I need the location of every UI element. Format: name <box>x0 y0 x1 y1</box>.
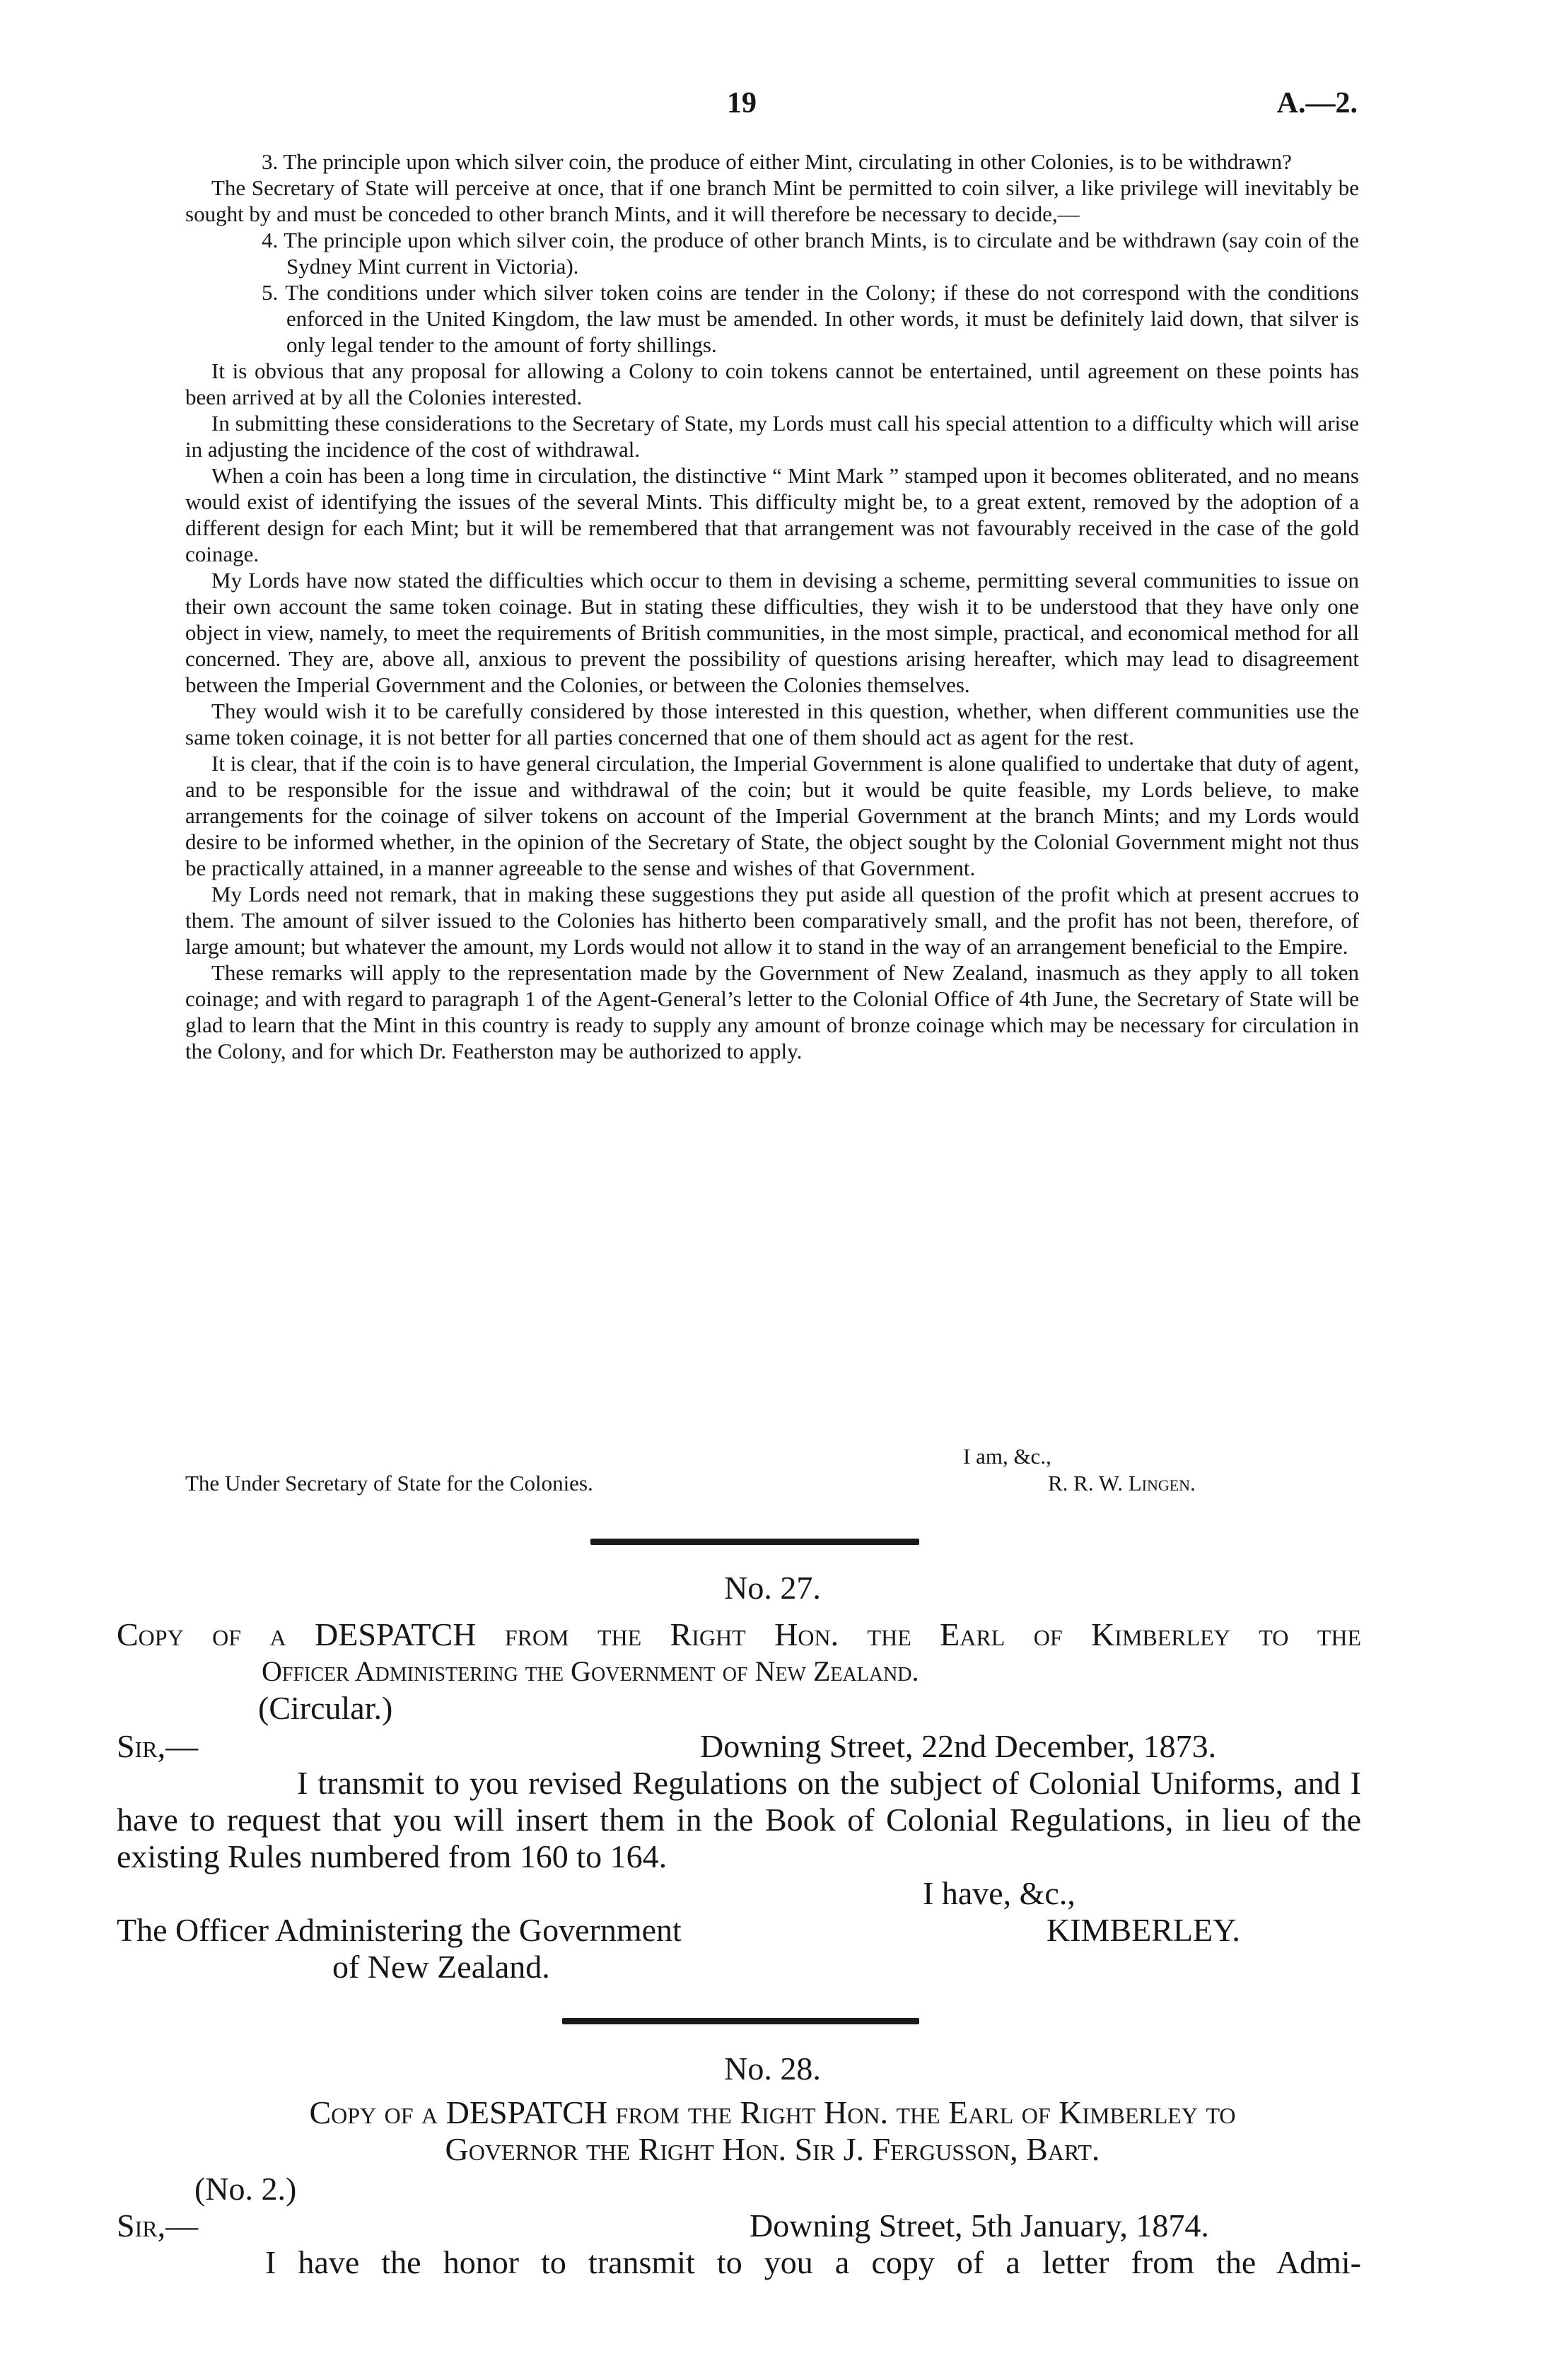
paragraph: When a coin has been a long time in circulation, the distinctive “ Mint Mark ” stamped upon it becomes obliterated, and no means would exist of identifying the issues of the several Mints. This difficulty might be, to a great extent, removed by the adoption of a different design for each Mint; but it will be remembered that that arrangement was not favourably received in the case of the gold coinage. <box>185 463 1359 566</box>
despatch-number: No. 28. <box>724 2051 821 2087</box>
paragraph: I transmit to you revised Regulations on the subject of Colonial Uniforms, and I have to request that you will insert them in the Book of Colonial Regulations, in lieu of the existing Rules numbered from 160 to 164. <box>117 1765 1361 1874</box>
paragraph: 4. The principle upon which silver coin, the produce of other branch Mints, is to circulate and be withdrawn (say coin of the Sydney Mint current in Victoria). <box>262 228 1359 279</box>
section-divider <box>562 2018 919 2024</box>
letter-closing <box>185 1444 1359 1470</box>
paragraph: These remarks will apply to the representation made by the Government of New Zealand, inasmuch as they apply to all token coinage; and with regard to paragraph 1 of the Agent-General’s letter to the Colonial Office of 4th June, the Secretary of State will be glad to learn that the Mint in this country is ready to supply any amount of bronze coinage which may be necessary for circulation in the Colony, and for which Dr. Featherston may be authorized to apply. <box>185 960 1359 1063</box>
paragraph: I have the honor to transmit to you a copy of a letter from the Admi- <box>265 2244 1361 2280</box>
closing-text: I am, &c., <box>963 1444 1051 1469</box>
signature-row <box>185 1471 1359 1497</box>
paragraph: In submitting these considerations to the Secretary of State, my Lords must call his special attention to a difficulty which will arise in adjusting the incidence of the cost of withdrawal. <box>185 411 1359 462</box>
paragraph: 5. The conditions under which silver token coins are tender in the Colony; if these do not correspond with the conditions enforced in the United Kingdom, the law must be amended. In other words, it must be definitely laid down, that silver is only legal tender to the amount of forty shillings. <box>262 280 1359 357</box>
despatch-body <box>117 1765 1361 1875</box>
despatch-date: Downing Street, 5th January, 1874. <box>750 2207 1209 2244</box>
addressee: The Officer Administering the Government <box>117 1912 682 1948</box>
paragraph: It is clear, that if the coin is to have general circulation, the Imperial Government is alone qualified to undertake that duty of agent, and to be responsible for the issue and withdrawal of the coin; but it would be quite feasible, my Lords believe, to make arrangements for the coinage of silver tokens on account of the Imperial Government at the branch Mints; and my Lords would desire to be informed whether, in the opinion of the Secretary of State, the object sought by the Colonial Government might not thus be practically attained, in a manner agreeable to the sense and wishes of that Government. <box>185 751 1359 880</box>
signature: KIMBERLEY. <box>1046 1912 1240 1948</box>
letter-body <box>185 148 1359 1064</box>
despatch-body <box>117 2244 1361 2281</box>
addressee: The Under Secretary of State for the Colonies. <box>185 1471 593 1495</box>
paragraph: They would wish it to be carefully considered by those interested in this question, whether, when different communities use the same token coinage, it is not better for all parties concerned that one of them should act as agent for the rest. <box>185 699 1359 749</box>
despatch-title: Copy of a DESPATCH from the Right Hon. the Earl of Kimberley to <box>309 2094 1236 2130</box>
addressee-line2: of New Zealand. <box>332 1949 550 1985</box>
document-reference: A.—2. <box>1276 87 1358 119</box>
paragraph: It is obvious that any proposal for allowing a Colony to coin tokens cannot be entertained, until agreement on these points has been arrived at by all the Colonies interested. <box>185 358 1359 409</box>
paragraph: My Lords have now stated the difficulties which occur to them in devising a scheme, permitting several communities to issue on their own account the same token coinage. But in stating these difficulties, they wish it to be understood that they have only one object in view, namely, to meet the requirements of British communities, in the most simple, practical, and economical method for all concerned. They are, above all, anxious to prevent the possibility of questions arising hereafter, which may lead to disagreement between the Imperial Government and the Colonies, or between the Colonies themselves. <box>185 568 1359 697</box>
paragraph: The Secretary of State will perceive at once, that if one branch Mint be permitted to coin silver, a like privilege will inevitably be sought by and must be conceded to other branch Mints, and it will therefore be necessary to decide,— <box>185 175 1359 226</box>
closing-text: I have, &c., <box>923 1875 1075 1911</box>
paragraph: My Lords need not remark, that in making these suggestions they put aside all question of the profit which at present accrues to them. The amount of silver issued to the Colonies has hitherto been comparatively small, and the profit has not been, therefore, of large amount; but whatever the amount, my Lords would not allow it to stand in the way of an arrangement beneficial to the Empire. <box>185 882 1359 959</box>
despatch-number: No. 27. <box>724 1570 821 1606</box>
despatch-ref: (No. 2.) <box>194 2171 297 2207</box>
despatch-title-line2: Governor the Right Hon. Sir J. Fergusson, Bart. <box>445 2131 1100 2167</box>
circular-label: (Circular.) <box>258 1690 393 1726</box>
despatch-date: Downing Street, 22nd December, 1873. <box>700 1728 1217 1764</box>
salutation: Sir,— <box>117 1728 199 1764</box>
paragraph: 3. The principle upon which silver coin, the produce of either Mint, circulating in other Colonies, is to be withdrawn? <box>262 149 1292 174</box>
page-number: 19 <box>727 87 757 119</box>
signature: R. R. W. Lingen. <box>1048 1471 1196 1495</box>
page-header <box>0 86 1545 129</box>
despatch-title: Copy of a DESPATCH from the Right Hon. the Earl of Kimberley to the <box>117 1616 1361 1652</box>
salutation: Sir,— <box>117 2207 199 2244</box>
section-divider <box>590 1539 919 1545</box>
despatch-title-line2: Officer Administering the Government of New Zealand. <box>262 1655 919 1687</box>
